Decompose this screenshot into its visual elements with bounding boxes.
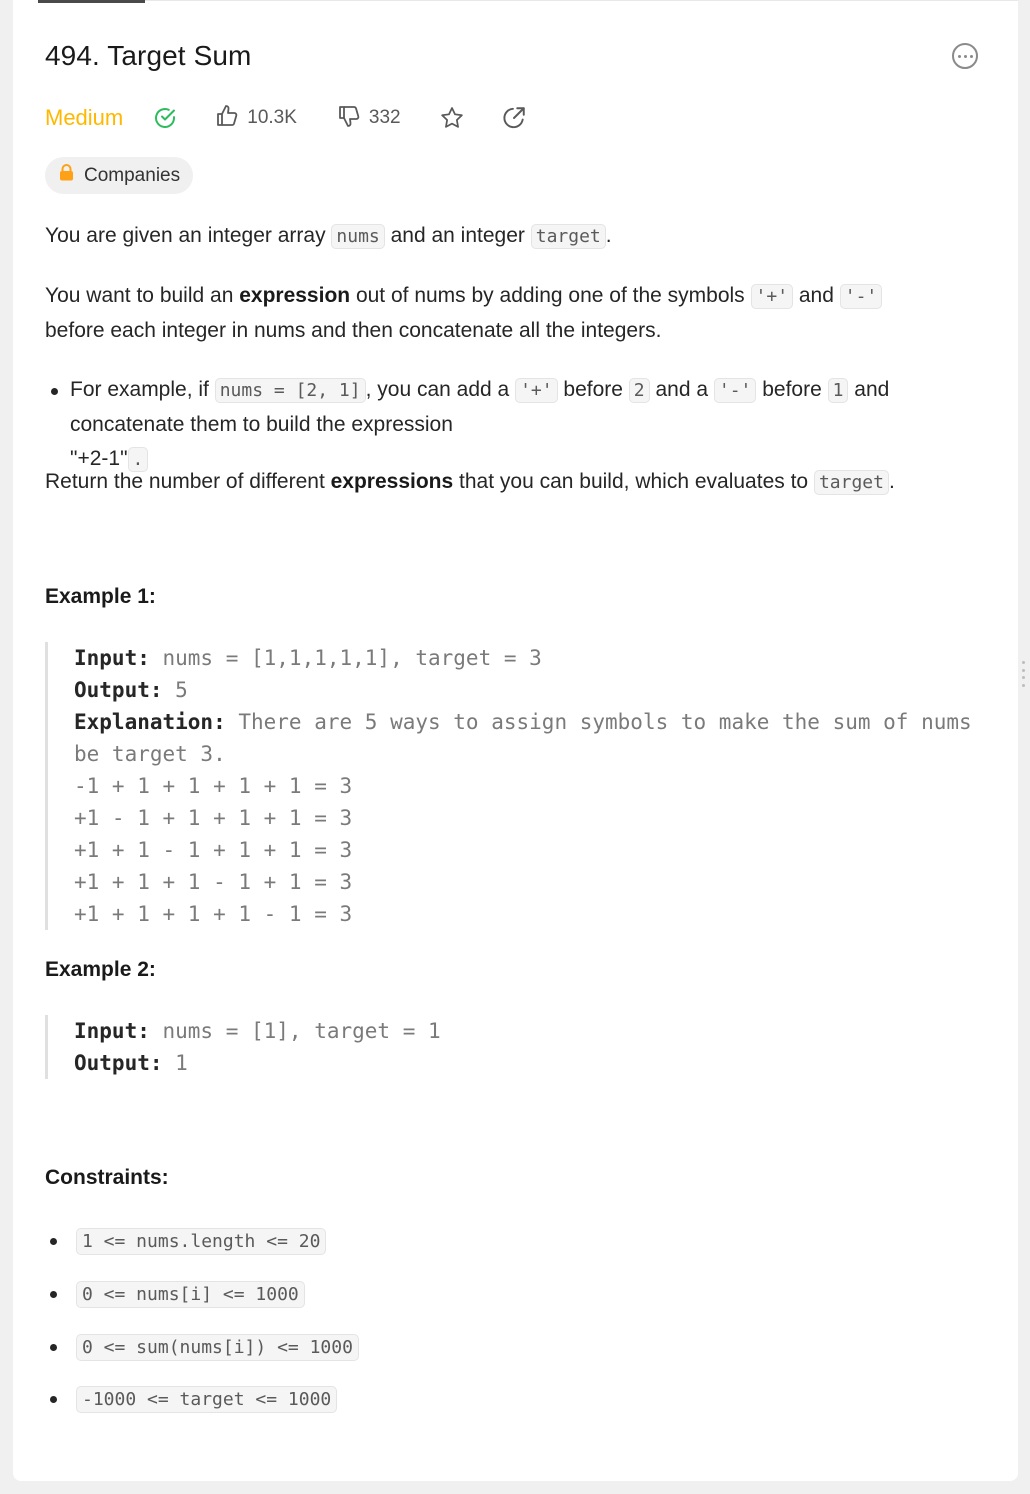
bold-text: expressions bbox=[330, 470, 454, 493]
text: out of nums by adding one of the symbols bbox=[350, 284, 751, 307]
output-label: Output: bbox=[74, 678, 163, 702]
input-value: nums = [1,1,1,1,1], target = 3 bbox=[149, 646, 542, 670]
more-icon[interactable] bbox=[952, 43, 978, 69]
solved-check-icon bbox=[153, 106, 177, 130]
text: "+2-1" bbox=[70, 447, 128, 470]
description-return bbox=[45, 465, 895, 500]
constraint-code: 1 <= nums.length <= 20 bbox=[76, 1228, 326, 1255]
problem-meta-row bbox=[45, 100, 527, 136]
text: Return the number of different bbox=[45, 470, 331, 493]
list-item bbox=[45, 1225, 326, 1257]
thumbs-up-icon bbox=[215, 104, 239, 133]
difficulty-badge: Medium bbox=[45, 105, 124, 130]
problem-title[interactable]: 494. Target Sum bbox=[45, 40, 252, 71]
inline-code: '+' bbox=[751, 284, 794, 309]
inline-code: target bbox=[814, 470, 889, 495]
output-label: Output: bbox=[74, 1051, 163, 1075]
text: that you can build, which evaluates to bbox=[453, 470, 814, 493]
inline-code: '-' bbox=[840, 284, 883, 309]
output-value: 5 bbox=[162, 678, 188, 702]
explanation-label: Explanation: bbox=[74, 710, 226, 734]
list-item bbox=[45, 1331, 359, 1363]
inline-code: '-' bbox=[714, 378, 757, 403]
inline-code: '+' bbox=[515, 378, 558, 403]
star-icon[interactable] bbox=[439, 105, 465, 131]
bullet-dot bbox=[50, 1396, 57, 1403]
input-label: Input: bbox=[74, 646, 150, 670]
text: before bbox=[756, 378, 828, 401]
list-item bbox=[45, 1278, 305, 1310]
bullet-dot bbox=[50, 1238, 57, 1245]
text: , you can add a bbox=[365, 378, 516, 401]
problem-panel bbox=[13, 0, 1018, 1481]
bold-text: expression bbox=[239, 284, 351, 307]
description-expression bbox=[45, 279, 990, 348]
text: and bbox=[793, 284, 840, 307]
text: . bbox=[888, 470, 895, 493]
bullet-dot bbox=[51, 388, 58, 395]
list-item bbox=[45, 1383, 337, 1415]
inline-code: target bbox=[531, 224, 606, 249]
text: and a bbox=[649, 378, 714, 401]
example-2-block bbox=[45, 1015, 985, 1079]
inline-code: nums = [2, 1] bbox=[215, 378, 366, 403]
text: before each integer in nums and then concatenate all the integers. bbox=[45, 319, 662, 342]
example-note bbox=[70, 373, 990, 477]
companies-label: Companies bbox=[84, 164, 181, 186]
inline-code: . bbox=[128, 447, 149, 472]
like-button[interactable] bbox=[215, 104, 297, 133]
text: You want to build an bbox=[45, 284, 240, 307]
dislike-count: 332 bbox=[368, 107, 401, 128]
constraints-title: Constraints: bbox=[45, 1166, 169, 1189]
constraint-code: 0 <= nums[i] <= 1000 bbox=[76, 1281, 305, 1308]
inline-code: nums bbox=[331, 224, 384, 249]
text: and an integer bbox=[384, 224, 531, 247]
companies-tag[interactable] bbox=[45, 157, 193, 194]
description-intro bbox=[45, 219, 612, 254]
bullet-dot bbox=[50, 1291, 57, 1298]
constraint-code: -1000 <= target <= 1000 bbox=[76, 1386, 337, 1413]
panel-resize-handle[interactable] bbox=[1022, 661, 1025, 687]
example-2-title: Example 2: bbox=[45, 958, 156, 981]
input-label: Input: bbox=[74, 1019, 150, 1043]
tab-bar-border bbox=[145, 0, 1018, 1]
share-icon[interactable] bbox=[501, 105, 527, 131]
dislike-button[interactable] bbox=[337, 104, 401, 133]
example-1-title: Example 1: bbox=[45, 585, 156, 608]
active-tab-indicator bbox=[38, 0, 145, 3]
text: You are given an integer array bbox=[45, 224, 332, 247]
like-count: 10.3K bbox=[247, 107, 297, 128]
output-value: 1 bbox=[162, 1051, 188, 1075]
lock-icon bbox=[59, 164, 84, 187]
text: and concatenate them to build the expression bbox=[70, 378, 890, 436]
explanation-value: There are 5 ways to assign symbols to make the sum of nums be target 3. -1 + 1 + 1 + 1 + 1 = 3 +1 - 1 + 1 + 1 + 1 = 3 +1 + 1 - 1 + 1 + 1 = 3 +1 + 1 + 1 - 1 + 1 = 3 +1 + 1 + 1 + 1 - 1 = 3 bbox=[74, 710, 972, 926]
input-value: nums = [1], target = 1 bbox=[149, 1019, 441, 1043]
constraint-code: 0 <= sum(nums[i]) <= 1000 bbox=[76, 1334, 359, 1361]
example-1-block bbox=[45, 642, 985, 930]
inline-code: 2 bbox=[629, 378, 650, 403]
text: . bbox=[605, 224, 612, 247]
text: For example, if bbox=[70, 378, 215, 401]
inline-code: 1 bbox=[828, 378, 849, 403]
list-item bbox=[45, 373, 990, 477]
thumbs-down-icon bbox=[337, 104, 361, 133]
text: before bbox=[557, 378, 629, 401]
bullet-dot bbox=[50, 1344, 57, 1351]
